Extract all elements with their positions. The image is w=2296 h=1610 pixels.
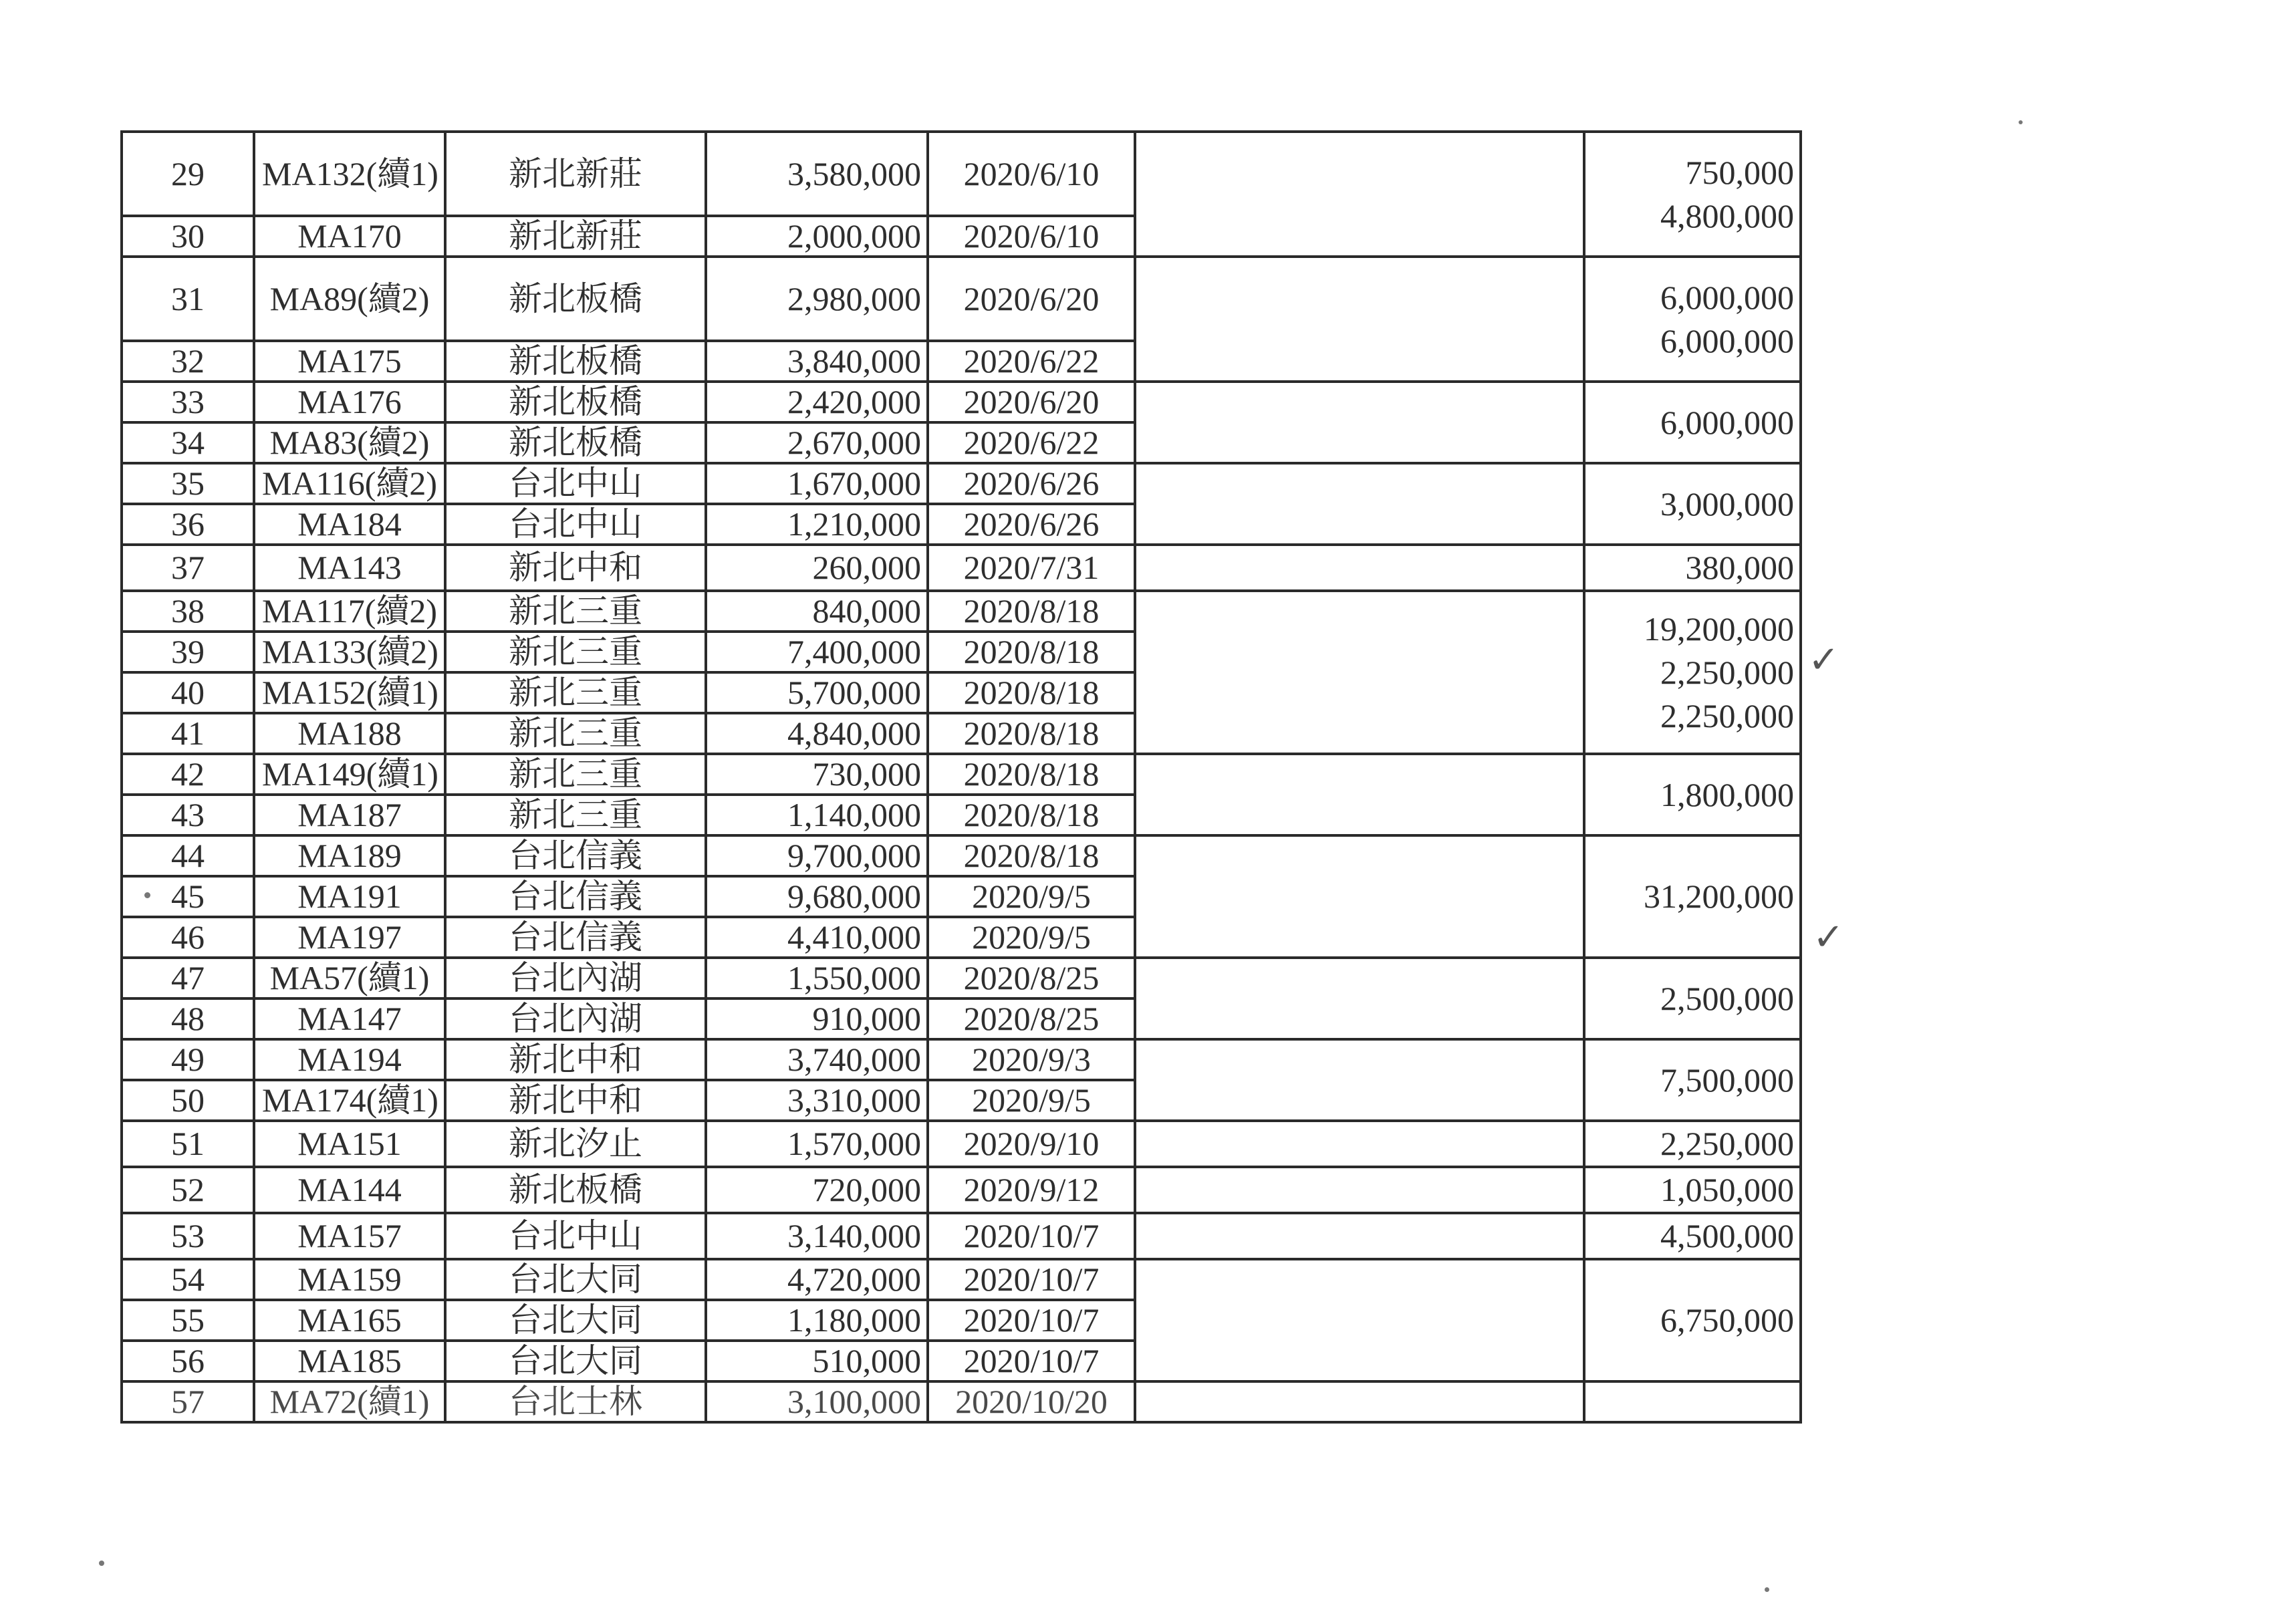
- row-number-cell: 44: [122, 835, 254, 876]
- item-code-cell: MA189: [254, 835, 445, 876]
- group-total-cell: [1584, 958, 1801, 1039]
- location-cell: 新北中和: [445, 1080, 706, 1121]
- amount-cell: 4,720,000: [706, 1259, 928, 1300]
- location-cell: 台北中山: [445, 463, 706, 504]
- date-cell: 2020/8/18: [928, 835, 1135, 876]
- amount-cell: 3,740,000: [706, 1039, 928, 1080]
- item-code-cell: MA147: [254, 998, 445, 1039]
- group-total-value: 6,000,000: [1660, 278, 1794, 316]
- blank-remarks-cell: [1135, 382, 1584, 463]
- table-row: [122, 1039, 1801, 1080]
- amount-cell: 1,670,000: [706, 463, 928, 504]
- amount-cell: 1,570,000: [706, 1121, 928, 1167]
- group-total-value: 2,250,000: [1660, 696, 1794, 734]
- group-total-value: 380,000: [1685, 549, 1794, 586]
- item-code-cell: MA165: [254, 1300, 445, 1341]
- group-total-cell: [1584, 754, 1801, 835]
- blank-remarks-cell: [1135, 132, 1584, 257]
- row-number-cell: 33: [122, 382, 254, 422]
- scan-speck: [2019, 120, 2023, 124]
- date-cell: 2020/10/7: [928, 1259, 1135, 1300]
- date-cell: 2020/6/22: [928, 341, 1135, 382]
- row-number-cell: 55: [122, 1300, 254, 1341]
- group-total-value: 6,000,000: [1660, 403, 1794, 441]
- group-total-cell: [1584, 1167, 1801, 1213]
- item-code-cell: MA83(續2): [254, 422, 445, 463]
- row-number-cell: 47: [122, 958, 254, 998]
- amount-cell: 1,180,000: [706, 1300, 928, 1341]
- group-total-value: 6,750,000: [1660, 1301, 1794, 1339]
- row-number-cell: 43: [122, 795, 254, 835]
- amount-cell: 9,700,000: [706, 835, 928, 876]
- table-row: [122, 463, 1801, 504]
- amount-cell: 4,410,000: [706, 917, 928, 958]
- blank-remarks-cell: [1135, 1259, 1584, 1381]
- row-number-cell: 51: [122, 1121, 254, 1167]
- table-row: [122, 591, 1801, 632]
- group-total-cell: [1584, 463, 1801, 545]
- date-cell: 2020/6/20: [928, 382, 1135, 422]
- amount-cell: 730,000: [706, 754, 928, 795]
- row-number-cell: 36: [122, 504, 254, 545]
- checkmark-icon: ✓: [1808, 640, 1839, 681]
- group-total-value: 2,500,000: [1660, 979, 1794, 1017]
- item-code-cell: MA144: [254, 1167, 445, 1213]
- item-code-cell: MA132(續1): [254, 132, 445, 216]
- amount-cell: 1,210,000: [706, 504, 928, 545]
- date-cell: 2020/6/26: [928, 463, 1135, 504]
- blank-remarks-cell: [1135, 1213, 1584, 1259]
- amount-cell: 720,000: [706, 1167, 928, 1213]
- date-cell: 2020/7/31: [928, 545, 1135, 591]
- date-cell: 2020/10/7: [928, 1213, 1135, 1259]
- red-stamp-fragment: [882, 0, 1484, 11]
- scan-speck: [144, 892, 150, 898]
- amount-cell: 3,310,000: [706, 1080, 928, 1121]
- item-code-cell: MA187: [254, 795, 445, 835]
- table-row: [122, 1381, 1801, 1422]
- location-cell: 新北板橋: [445, 341, 706, 382]
- date-cell: 2020/8/25: [928, 958, 1135, 998]
- location-cell: 新北三重: [445, 754, 706, 795]
- amount-cell: 5,700,000: [706, 672, 928, 713]
- amount-cell: 1,550,000: [706, 958, 928, 998]
- table-row: [122, 257, 1801, 341]
- location-cell: 新北三重: [445, 632, 706, 672]
- amount-cell: 2,420,000: [706, 382, 928, 422]
- row-number-cell: 45: [122, 876, 254, 917]
- blank-remarks-cell: [1135, 1121, 1584, 1167]
- group-total-value: 19,200,000: [1644, 610, 1794, 648]
- scan-speck: [1765, 1587, 1769, 1592]
- row-number-cell: 37: [122, 545, 254, 591]
- table-row: [122, 958, 1801, 998]
- table-row: [122, 382, 1801, 422]
- location-cell: 新北新莊: [445, 216, 706, 257]
- item-code-cell: MA194: [254, 1039, 445, 1080]
- location-cell: 台北內湖: [445, 998, 706, 1039]
- date-cell: 2020/10/7: [928, 1341, 1135, 1381]
- location-cell: 新北板橋: [445, 422, 706, 463]
- date-cell: 2020/9/3: [928, 1039, 1135, 1080]
- group-total-value: 3,000,000: [1660, 485, 1794, 523]
- location-cell: 新北三重: [445, 713, 706, 754]
- row-number-cell: 52: [122, 1167, 254, 1213]
- blank-remarks-cell: [1135, 545, 1584, 591]
- row-number-cell: 42: [122, 754, 254, 795]
- group-total-value: 1,050,000: [1660, 1171, 1794, 1208]
- item-code-cell: MA170: [254, 216, 445, 257]
- amount-cell: 4,840,000: [706, 713, 928, 754]
- amount-cell: 3,100,000: [706, 1381, 928, 1422]
- amount-cell: 3,840,000: [706, 341, 928, 382]
- location-cell: 台北大同: [445, 1300, 706, 1341]
- location-cell: 新北板橋: [445, 382, 706, 422]
- group-total-value: 4,500,000: [1660, 1217, 1794, 1254]
- item-code-cell: MA159: [254, 1259, 445, 1300]
- row-number-cell: 38: [122, 591, 254, 632]
- item-code-cell: MA157: [254, 1213, 445, 1259]
- blank-remarks-cell: [1135, 1381, 1584, 1422]
- group-total-cell: [1584, 132, 1801, 257]
- date-cell: 2020/8/18: [928, 795, 1135, 835]
- item-code-cell: MA116(續2): [254, 463, 445, 504]
- location-cell: 新北板橋: [445, 1167, 706, 1213]
- location-cell: 台北大同: [445, 1341, 706, 1381]
- group-total-cell: [1584, 257, 1801, 382]
- amount-cell: 510,000: [706, 1341, 928, 1381]
- scan-speck: [99, 1561, 104, 1566]
- group-total-cell: [1584, 591, 1801, 754]
- group-total-cell: [1584, 1381, 1801, 1422]
- item-code-cell: MA152(續1): [254, 672, 445, 713]
- item-code-cell: MA72(續1): [254, 1381, 445, 1422]
- group-total-value: 4,800,000: [1660, 196, 1794, 235]
- checkmark-icon: ✓: [1813, 917, 1844, 958]
- group-total-value: 2,250,000: [1660, 1125, 1794, 1162]
- amount-cell: 840,000: [706, 591, 928, 632]
- table-row: [122, 1259, 1801, 1300]
- date-cell: 2020/8/18: [928, 632, 1135, 672]
- blank-remarks-cell: [1135, 591, 1584, 754]
- row-number-cell: 46: [122, 917, 254, 958]
- amount-cell: 3,140,000: [706, 1213, 928, 1259]
- item-code-cell: MA188: [254, 713, 445, 754]
- date-cell: 2020/8/18: [928, 591, 1135, 632]
- item-code-cell: MA174(續1): [254, 1080, 445, 1121]
- date-cell: 2020/9/10: [928, 1121, 1135, 1167]
- date-cell: 2020/6/26: [928, 504, 1135, 545]
- location-cell: 台北中山: [445, 504, 706, 545]
- location-cell: 台北士林: [445, 1381, 706, 1422]
- date-cell: 2020/9/5: [928, 1080, 1135, 1121]
- table-row: [122, 1121, 1801, 1167]
- row-number-cell: 30: [122, 216, 254, 257]
- table-row: [122, 754, 1801, 795]
- group-total-value: 31,200,000: [1644, 878, 1794, 915]
- row-number-cell: 40: [122, 672, 254, 713]
- date-cell: 2020/10/7: [928, 1300, 1135, 1341]
- item-code-cell: MA184: [254, 504, 445, 545]
- row-number-cell: 48: [122, 998, 254, 1039]
- blank-remarks-cell: [1135, 835, 1584, 958]
- ledger-table: [120, 130, 1802, 1424]
- location-cell: 新北中和: [445, 1039, 706, 1080]
- row-number-cell: 32: [122, 341, 254, 382]
- location-cell: 新北三重: [445, 795, 706, 835]
- row-number-cell: 56: [122, 1341, 254, 1381]
- item-code-cell: MA133(續2): [254, 632, 445, 672]
- group-total-cell: [1584, 1213, 1801, 1259]
- date-cell: 2020/8/18: [928, 672, 1135, 713]
- group-total-value: 6,000,000: [1660, 321, 1794, 360]
- group-total-cell: [1584, 1259, 1801, 1381]
- group-total-cell: [1584, 1039, 1801, 1121]
- blank-remarks-cell: [1135, 958, 1584, 1039]
- table-row: [122, 545, 1801, 591]
- row-number-cell: 34: [122, 422, 254, 463]
- group-total-value: 2,250,000: [1660, 653, 1794, 691]
- date-cell: 2020/8/18: [928, 754, 1135, 795]
- table-row: [122, 1167, 1801, 1213]
- table-row: [122, 1213, 1801, 1259]
- location-cell: 新北三重: [445, 672, 706, 713]
- location-cell: 台北內湖: [445, 958, 706, 998]
- date-cell: 2020/6/22: [928, 422, 1135, 463]
- item-code-cell: MA89(續2): [254, 257, 445, 341]
- blank-remarks-cell: [1135, 463, 1584, 545]
- table-row: [122, 835, 1801, 876]
- item-code-cell: MA151: [254, 1121, 445, 1167]
- item-code-cell: MA57(續1): [254, 958, 445, 998]
- date-cell: 2020/9/12: [928, 1167, 1135, 1213]
- location-cell: 新北新莊: [445, 132, 706, 216]
- date-cell: 2020/6/10: [928, 216, 1135, 257]
- location-cell: 台北信義: [445, 835, 706, 876]
- row-number-cell: 49: [122, 1039, 254, 1080]
- date-cell: 2020/9/5: [928, 917, 1135, 958]
- date-cell: 2020/6/10: [928, 132, 1135, 216]
- date-cell: 2020/6/20: [928, 257, 1135, 341]
- group-total-cell: [1584, 382, 1801, 463]
- location-cell: 新北三重: [445, 591, 706, 632]
- item-code-cell: MA149(續1): [254, 754, 445, 795]
- location-cell: 台北信義: [445, 917, 706, 958]
- date-cell: 2020/8/25: [928, 998, 1135, 1039]
- row-number-cell: 31: [122, 257, 254, 341]
- date-cell: 2020/9/5: [928, 876, 1135, 917]
- group-total-value: 7,500,000: [1660, 1061, 1794, 1099]
- date-cell: 2020/10/20: [928, 1381, 1135, 1422]
- row-number-cell: 41: [122, 713, 254, 754]
- date-cell: 2020/8/18: [928, 713, 1135, 754]
- item-code-cell: MA191: [254, 876, 445, 917]
- blank-remarks-cell: [1135, 1039, 1584, 1121]
- group-total-value: 750,000: [1685, 153, 1794, 191]
- group-total-cell: [1584, 835, 1801, 958]
- amount-cell: 910,000: [706, 998, 928, 1039]
- item-code-cell: MA117(續2): [254, 591, 445, 632]
- blank-remarks-cell: [1135, 754, 1584, 835]
- amount-cell: 7,400,000: [706, 632, 928, 672]
- amount-cell: 1,140,000: [706, 795, 928, 835]
- location-cell: 新北汐止: [445, 1121, 706, 1167]
- amount-cell: 2,670,000: [706, 422, 928, 463]
- location-cell: 新北中和: [445, 545, 706, 591]
- row-number-cell: 29: [122, 132, 254, 216]
- amount-cell: 3,580,000: [706, 132, 928, 216]
- item-code-cell: MA176: [254, 382, 445, 422]
- row-number-cell: 54: [122, 1259, 254, 1300]
- row-number-cell: 57: [122, 1381, 254, 1422]
- row-number-cell: 50: [122, 1080, 254, 1121]
- amount-cell: 2,980,000: [706, 257, 928, 341]
- location-cell: 台北大同: [445, 1259, 706, 1300]
- location-cell: 台北信義: [445, 876, 706, 917]
- location-cell: 台北中山: [445, 1213, 706, 1259]
- row-number-cell: 53: [122, 1213, 254, 1259]
- group-total-cell: [1584, 1121, 1801, 1167]
- location-cell: 新北板橋: [445, 257, 706, 341]
- item-code-cell: MA185: [254, 1341, 445, 1381]
- group-total-value: 1,800,000: [1660, 775, 1794, 813]
- table-row: [122, 132, 1801, 216]
- amount-cell: 260,000: [706, 545, 928, 591]
- amount-cell: 9,680,000: [706, 876, 928, 917]
- row-number-cell: 35: [122, 463, 254, 504]
- amount-cell: 2,000,000: [706, 216, 928, 257]
- row-number-cell: 39: [122, 632, 254, 672]
- blank-remarks-cell: [1135, 1167, 1584, 1213]
- item-code-cell: MA143: [254, 545, 445, 591]
- item-code-cell: MA175: [254, 341, 445, 382]
- blank-remarks-cell: [1135, 257, 1584, 382]
- group-total-cell: [1584, 545, 1801, 591]
- item-code-cell: MA197: [254, 917, 445, 958]
